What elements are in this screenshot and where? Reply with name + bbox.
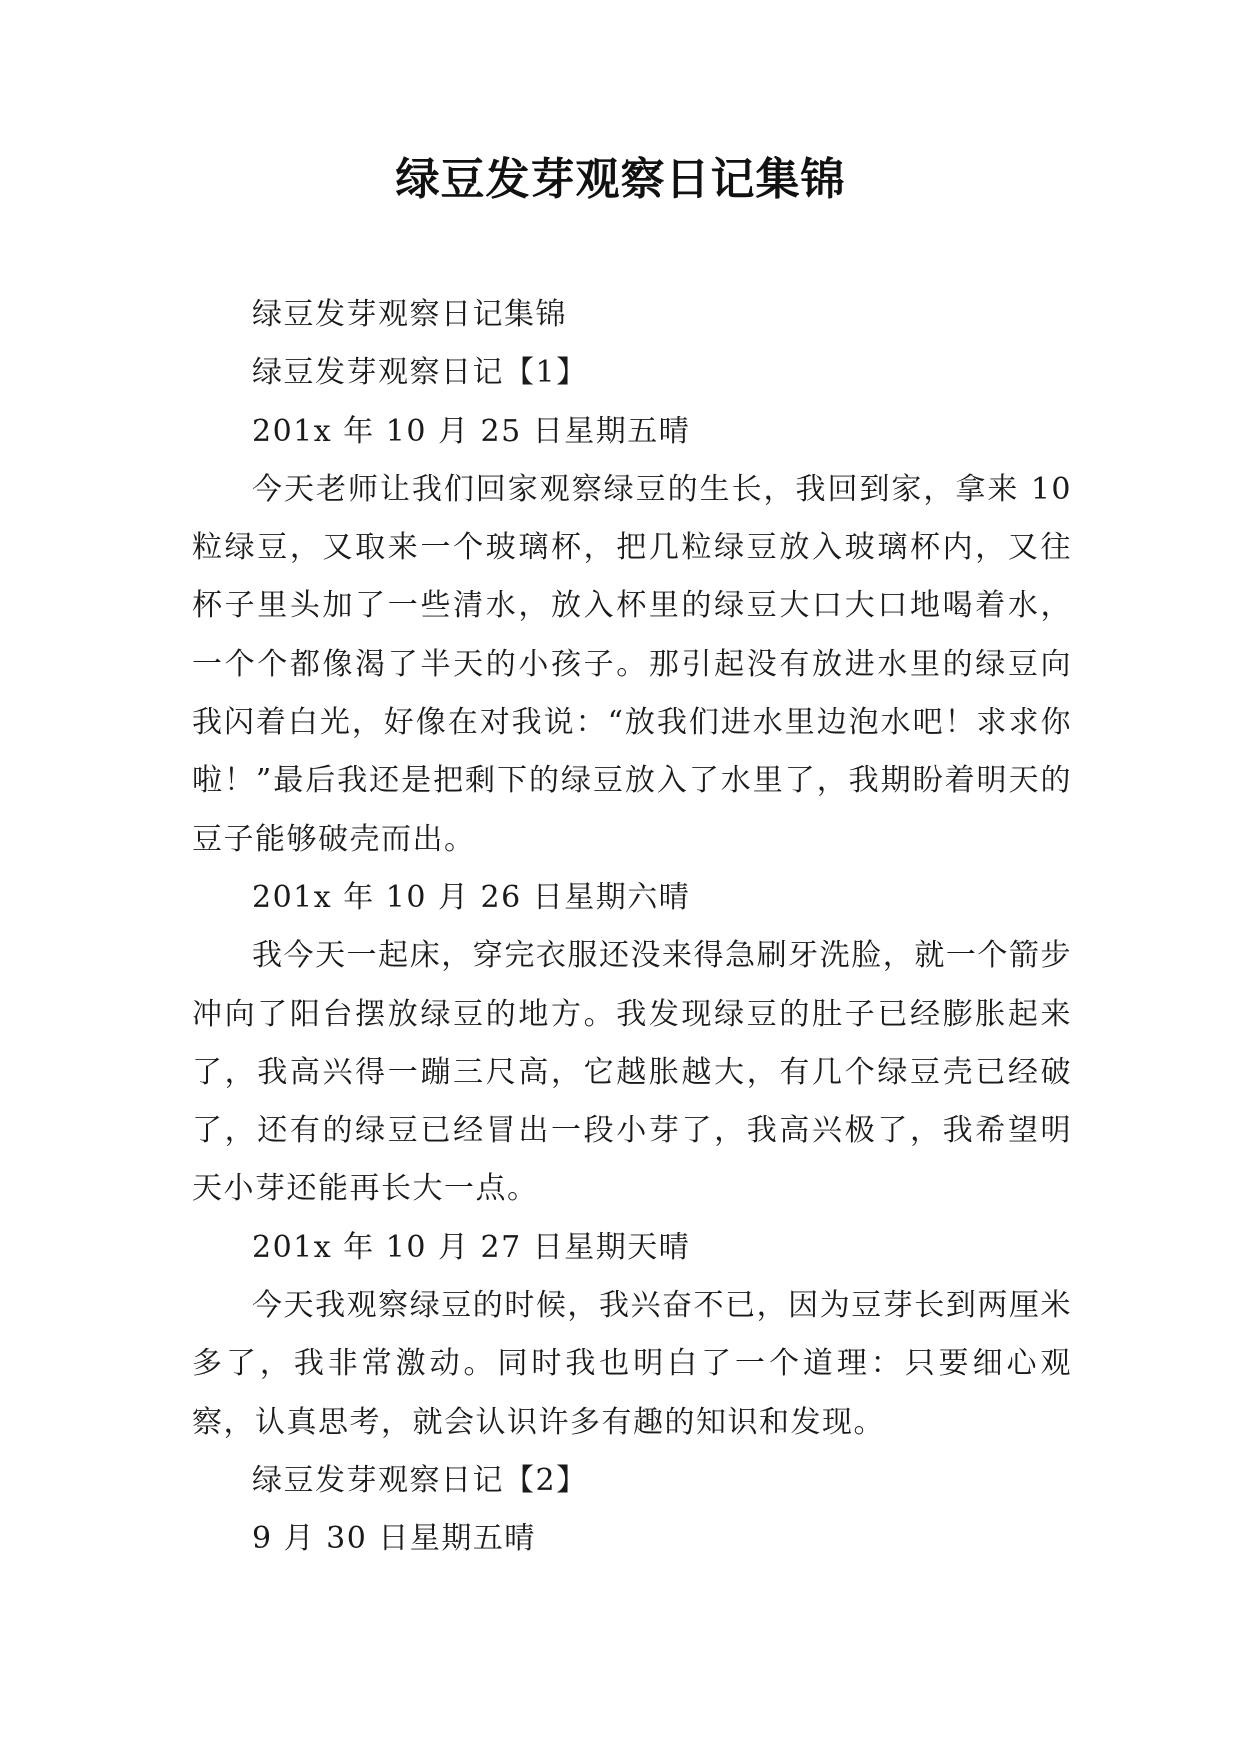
document-title: 绿豆发芽观察日记集锦 bbox=[395, 154, 846, 205]
paragraph-diary-1-heading: 绿豆发芽观察日记【1】 bbox=[252, 355, 588, 391]
paragraph-date-1025: 201x 年 10 月 25 日星期五晴 bbox=[252, 413, 691, 449]
paragraph-date-1026: 201x 年 10 月 26 日星期六晴 bbox=[252, 879, 691, 915]
paragraph-heading: 绿豆发芽观察日记集锦 bbox=[252, 297, 567, 332]
paragraph-entry-1025: 今天老师让我们回家观察绿豆的生长，我回到家，拿来 10 粒绿豆，又取来一个玻璃杯，把几粒绿豆放入玻璃杯内，又往杯子里头加了一些清水，放入杯里的绿豆大口大口地喝着水，一个个都像渴了半天的小孩子。那引起没有放进水里的绿豆向我闪着白光，好像在对我说：“放我们进水里边泡水吧！求求你啦！”最后我还是把剩下的绿豆放入了水里了，我期盼着明天的豆子能够破壳而出。 bbox=[192, 471, 1072, 857]
paragraph-entry-1026: 我今天一起床，穿完衣服还没来得急刷牙洗脸，就一个箭步冲向了阳台摆放绿豆的地方。我发现绿豆的肚子已经膨胀起来了，我高兴得一蹦三尺高，它越胀越大，有几个绿豆壳已经破了，还有的绿豆已经冒出一段小芽了，我高兴极了，我希望明天小芽还能再长大一点。 bbox=[192, 938, 1072, 1207]
paragraph-diary-2-heading: 绿豆发芽观察日记【2】 bbox=[252, 1462, 588, 1498]
paragraph-entry-1027: 今天我观察绿豆的时候，我兴奋不已，因为豆芽长到两厘米多了，我非常激动。同时我也明白了一个道理：只要细心观察，认真思考，就会认识许多有趣的知识和发现。 bbox=[192, 1288, 1072, 1440]
paragraph-date-1027: 201x 年 10 月 27 日星期天晴 bbox=[252, 1229, 691, 1265]
paragraph-date-0930: 9 月 30 日星期五晴 bbox=[252, 1521, 536, 1557]
document-body bbox=[192, 286, 1072, 1569]
